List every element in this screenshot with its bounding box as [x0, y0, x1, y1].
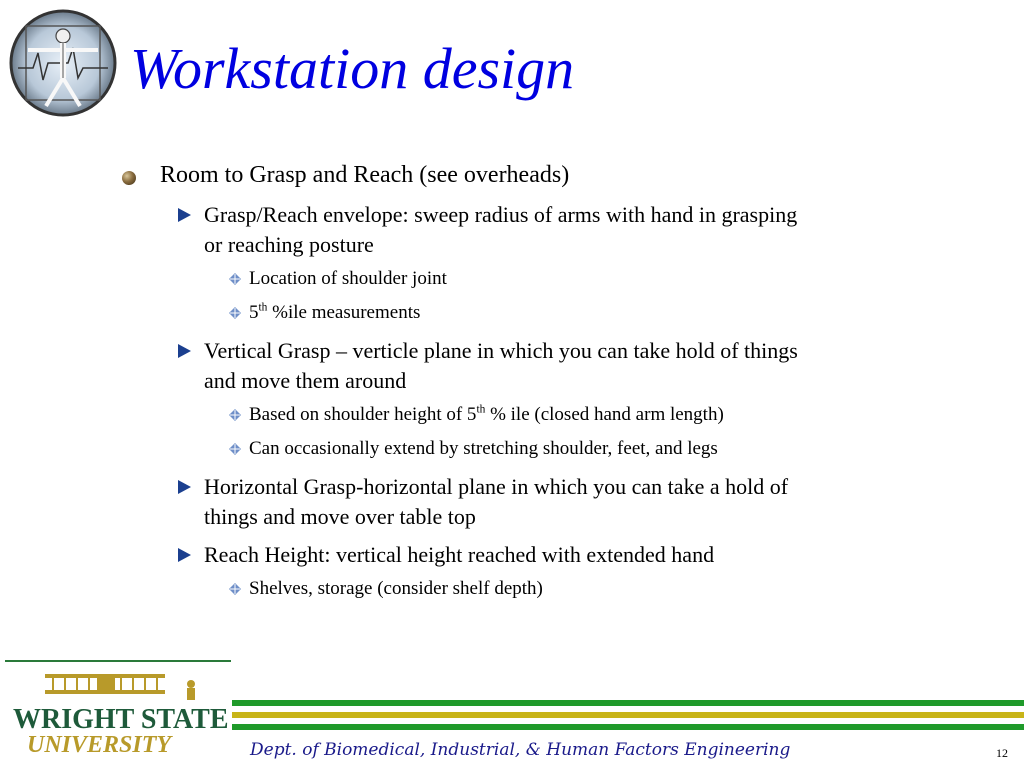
- superscript: th: [476, 403, 486, 416]
- bullet-shoulder-joint: Location of shoulder joint: [249, 268, 447, 289]
- text-part: 5: [249, 302, 259, 323]
- bullet-shoulder-height: [249, 404, 724, 426]
- stripe: [232, 712, 1024, 718]
- triangle-bullet-icon: [178, 548, 191, 562]
- bullet-grasp-reach-envelope: [204, 200, 797, 260]
- wright-state-university-logo: [5, 660, 231, 766]
- bullet-horizontal-grasp: [204, 472, 788, 532]
- bullet-extend-stretching: Can occasionally extend by stretching shoulder, feet, and legs: [249, 438, 718, 459]
- bullet-5th-percentile: [249, 302, 420, 324]
- logo-wright-state: WRIGHT STATE: [13, 704, 229, 735]
- diamond-bullet-icon: [229, 409, 241, 421]
- superscript: th: [258, 301, 268, 314]
- sphere-bullet-icon: [122, 171, 136, 185]
- triangle-bullet-icon: [178, 480, 191, 494]
- department-footer: Dept. of Biomedical, Industrial, & Human Factors Engineering: [250, 740, 791, 760]
- triangle-bullet-icon: [178, 344, 191, 358]
- bullet-room-to-grasp: Room to Grasp and Reach (see overheads): [160, 162, 570, 188]
- diamond-bullet-icon: [229, 443, 241, 455]
- bullet-line: Vertical Grasp – verticle plane in which you can take hold of things: [204, 338, 798, 363]
- diamond-bullet-icon: [229, 307, 241, 319]
- diamond-bullet-icon: [229, 273, 241, 285]
- bullet-line: or reaching posture: [204, 232, 374, 257]
- wright-flyer-icon: [5, 662, 231, 766]
- triangle-bullet-icon: [178, 208, 191, 222]
- diamond-bullet-icon: [229, 583, 241, 595]
- text-part: Based on shoulder height of 5: [249, 404, 477, 425]
- slide-title: Workstation design: [130, 36, 575, 101]
- bullet-vertical-grasp: [204, 336, 798, 396]
- bullet-line: and move them around: [204, 368, 407, 393]
- bullet-shelves-storage: Shelves, storage (consider shelf depth): [249, 578, 543, 599]
- stripe: [232, 700, 1024, 706]
- text-part: % ile (closed hand arm length): [485, 404, 724, 425]
- bullet-line: things and move over table top: [204, 504, 476, 529]
- bullet-line: Horizontal Grasp-horizontal plane in which you can take a hold of: [204, 474, 789, 499]
- bullet-line: Grasp/Reach envelope: sweep radius of arms with hand in grasping: [204, 202, 798, 227]
- footer-stripes: [232, 700, 1024, 736]
- logo-university: UNIVERSITY: [27, 732, 172, 758]
- text-part: %ile measurements: [267, 302, 421, 323]
- bullet-reach-height: Reach Height: vertical height reached with extended hand: [204, 542, 715, 567]
- stripe: [232, 724, 1024, 730]
- page-number: 12: [996, 746, 1008, 760]
